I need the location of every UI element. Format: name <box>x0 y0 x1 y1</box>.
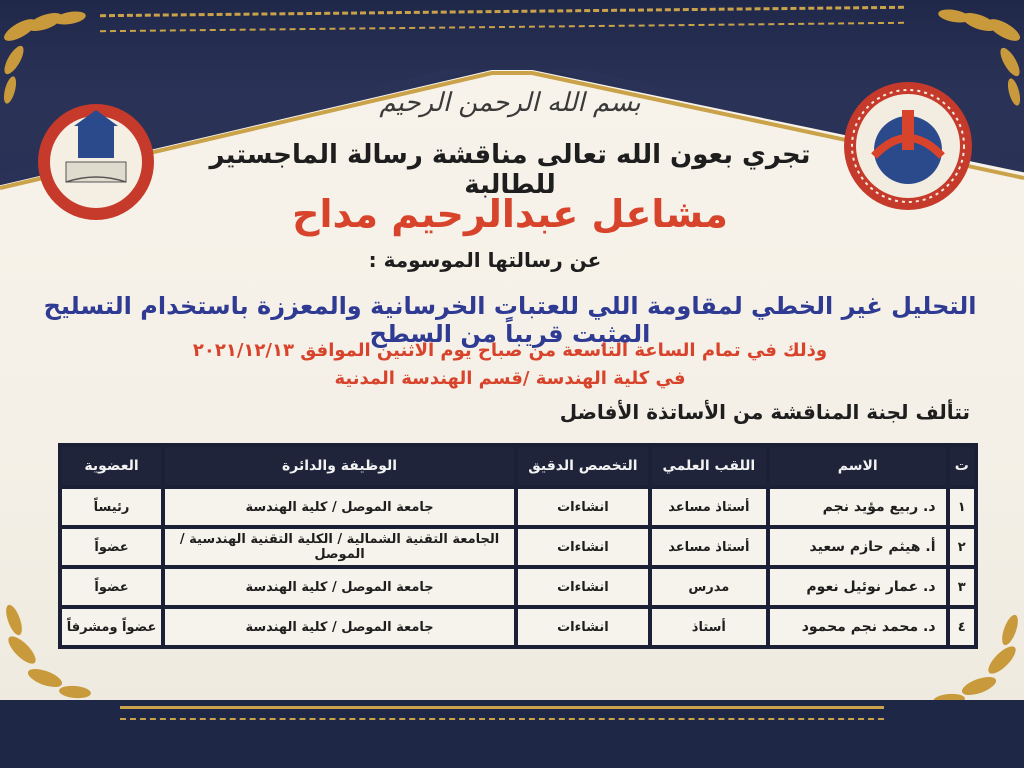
cell-position: جامعة الموصل / كلية الهندسة <box>165 569 514 605</box>
cell-specialty: انشاءات <box>518 489 648 525</box>
defense-time: وذلك في تمام الساعة التاسعة من صباح يوم الاثنين الموافق ٢٠٢١/١٢/١٣ <box>192 340 828 361</box>
cell-membership: عضواً ومشرفاً <box>62 609 161 645</box>
cell-name: د. ربيع مؤيد نجم <box>770 489 946 525</box>
gold-dashed-line <box>100 6 904 17</box>
cell-title: أستاذ مساعد <box>652 529 766 565</box>
bottom-band <box>0 700 1024 768</box>
gold-dashed-line <box>100 22 904 32</box>
cell-specialty: انشاءات <box>518 529 648 565</box>
cell-position: جامعة الموصل / كلية الهندسة <box>165 609 514 645</box>
table-row <box>62 489 974 525</box>
header-title: اللقب العلمي <box>652 447 766 485</box>
cell-title: أستاذ مساعد <box>652 489 766 525</box>
cell-index: ٤ <box>950 609 974 645</box>
university-logo-icon <box>36 102 156 222</box>
student-name: مشاعل عبدالرحيم مداح <box>292 192 728 236</box>
header-specialty: التخصص الدقيق <box>518 447 648 485</box>
header-membership: العضوية <box>62 447 161 485</box>
cell-name: أ. هيثم حازم سعيد <box>770 529 946 565</box>
header-position: الوظيفة والدائرة <box>165 447 514 485</box>
gold-line <box>120 706 884 709</box>
cell-position: الجامعة التقنية الشمالية / الكلية التقنية الهندسية /الموصل <box>165 529 514 565</box>
wheat-ornament-bottom-left <box>0 600 120 710</box>
cell-index: ٢ <box>950 529 974 565</box>
cell-membership: عضواً <box>62 569 161 605</box>
thesis-intro: عن رسالتها الموسومة : <box>368 248 602 272</box>
cell-title: مدرس <box>652 569 766 605</box>
table-header-row <box>62 447 974 485</box>
cell-index: ٣ <box>950 569 974 605</box>
committee-heading: تتألف لجنة المناقشة من الأساتذة الأفاضل <box>559 400 970 424</box>
header-index: ت <box>950 447 974 485</box>
table-row <box>62 569 974 605</box>
cell-membership: رئيساً <box>62 489 161 525</box>
thesis-title: التحليل غير الخطي لمقاومة اللي للعتبات الخرسانية والمعززة باستخدام التسليح المثبت قريباً من السطح <box>43 292 977 348</box>
defense-place: في كلية الهندسة /قسم الهندسة المدنية <box>334 368 686 389</box>
cell-position: جامعة الموصل / كلية الهندسة <box>165 489 514 525</box>
table-row <box>62 609 974 645</box>
cell-name: د. محمد نجم محمود <box>770 609 946 645</box>
header-name: الاسم <box>770 447 946 485</box>
cell-specialty: انشاءات <box>518 609 648 645</box>
cell-specialty: انشاءات <box>518 569 648 605</box>
gold-dashed-line <box>120 718 884 720</box>
table-row <box>62 529 974 565</box>
cell-name: د. عمار نوئيل نعوم <box>770 569 946 605</box>
cell-membership: عضواً <box>62 529 161 565</box>
college-logo-icon <box>842 80 974 212</box>
announcement-line: تجري بعون الله تعالى مناقشة رسالة الماجستير للطالبة <box>209 140 811 200</box>
committee-table <box>58 443 978 649</box>
cell-title: أستاذ <box>652 609 766 645</box>
basmala-calligraphy: بسم الله الرحمن الرحيم <box>379 88 641 118</box>
cell-index: ١ <box>950 489 974 525</box>
